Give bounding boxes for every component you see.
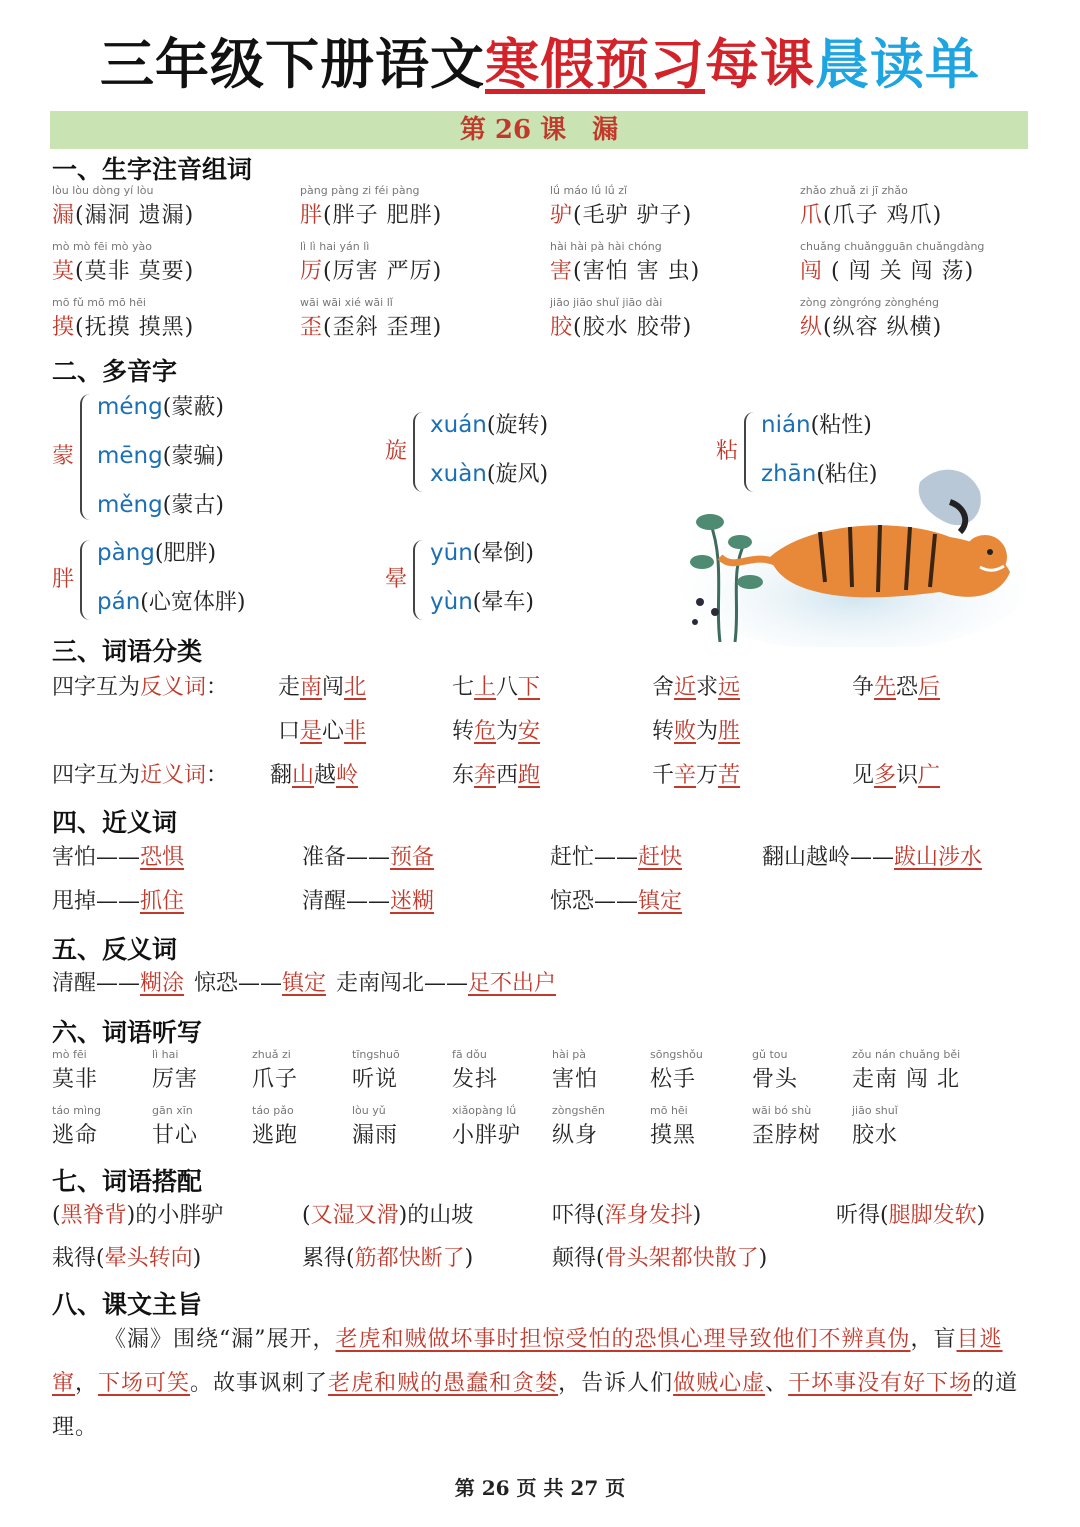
reading-pinyin: měng — [97, 492, 163, 518]
collocation-prefix: ( — [52, 1203, 61, 1228]
pinyin-line: mò mò fēi mò yào — [52, 240, 152, 253]
pinyin-line: lòu lòu dòng yí lòu — [52, 184, 154, 197]
brace-bracket — [413, 540, 425, 620]
idiom-char: 西 — [496, 763, 519, 788]
pinyin-line: lòu yǔ — [352, 1104, 386, 1117]
word: 赶忙 — [550, 845, 595, 870]
polyphone-reading — [430, 536, 534, 567]
collocation-suffix: ) — [464, 1246, 474, 1271]
pinyin-line: zhuǎ zi — [252, 1048, 291, 1061]
collocation-prefix: 听得( — [836, 1203, 889, 1228]
section-heading-8: 八、课文主旨 — [52, 1290, 203, 1319]
char-word-group: (厉害 严厉) — [323, 259, 443, 284]
brace-bracket — [80, 394, 92, 520]
char-word-group: (胶水 胶带) — [573, 315, 693, 340]
target-char: 驴 — [550, 203, 574, 228]
pinyin-line: zhǎo zhuǎ zi jī zhǎo — [800, 184, 908, 197]
collocation — [552, 1198, 701, 1229]
reading-pinyin: yūn — [430, 540, 473, 566]
dictation-item — [650, 1104, 696, 1149]
dash-separator: —— — [96, 971, 141, 996]
collocation-prefix: 吓得( — [552, 1203, 605, 1228]
tiger-illustration — [680, 462, 1025, 647]
target-char: 胶 — [550, 315, 574, 340]
idiom-char: 广 — [918, 763, 941, 788]
dictation-item — [752, 1104, 821, 1149]
reading-word: (旋转) — [486, 413, 549, 438]
dictation-item — [152, 1048, 198, 1093]
dictation-word: 小胖驴 — [452, 1123, 522, 1148]
idiom-char: 恐 — [896, 675, 919, 700]
char-words — [52, 310, 194, 341]
word: 惊恐 — [550, 889, 595, 914]
pinyin-line: wāi wāi xié wāi lǐ — [300, 296, 393, 309]
idiom-char: 心 — [322, 719, 345, 744]
section-heading-3: 三、词语分类 — [52, 637, 203, 666]
word: 翻山越岭 — [762, 845, 851, 870]
char-entry — [550, 296, 692, 341]
dash-separator: —— — [346, 845, 391, 870]
idiom-char: 苦 — [718, 763, 741, 788]
dictation-item — [452, 1048, 498, 1093]
target-char: 厉 — [300, 259, 324, 284]
collocation-answer: 浑身发抖 — [604, 1203, 693, 1228]
section-heading-7: 七、词语搭配 — [52, 1167, 203, 1196]
reading-word: (蒙古) — [162, 493, 224, 518]
idiom-char: 安 — [518, 719, 541, 744]
page-footer: 第 26 页 共 27 页 — [454, 1476, 626, 1500]
pinyin-line: hài hài pà hài chóng — [550, 240, 662, 253]
antonym-pair — [336, 966, 556, 997]
pinyin-line: xiǎopàng lǘ — [452, 1104, 517, 1117]
collocation-suffix: )的山坡 — [398, 1203, 474, 1228]
dictation-word: 害怕 — [552, 1067, 599, 1092]
pinyin-line: gǔ tou — [752, 1048, 788, 1061]
reading-pinyin: mēng — [97, 443, 163, 469]
idiom — [652, 714, 740, 745]
collocation — [52, 1198, 223, 1229]
char-words — [550, 254, 700, 285]
dictation-word: 厉害 — [152, 1067, 199, 1092]
target-char: 爪 — [800, 203, 824, 228]
pinyin-line: sōngshǒu — [650, 1048, 703, 1061]
dictation-item — [650, 1048, 703, 1093]
target-char: 摸 — [52, 315, 76, 340]
reading-word: (晕倒) — [472, 541, 534, 566]
dictation-item — [552, 1048, 598, 1093]
idiom-char: 万 — [696, 763, 719, 788]
char-word-group: (抚摸 摸黑) — [75, 315, 195, 340]
brace-bracket — [80, 540, 92, 620]
synonym-idiom-label: 四字互为近义词： — [52, 763, 229, 788]
idiom-char: 闯 — [322, 675, 345, 700]
idiom-char: 走 — [278, 675, 301, 700]
collocation-answer: 骨头架都快散了 — [604, 1246, 759, 1271]
dictation-item — [752, 1048, 798, 1093]
dictation-item — [452, 1104, 521, 1149]
dash-separator: —— — [850, 845, 895, 870]
dictation-word: 甘心 — [152, 1123, 199, 1148]
char-words — [300, 310, 442, 341]
pinyin-line: zǒu nán chuǎng běi — [852, 1048, 961, 1061]
idiom-char: 翻 — [270, 763, 293, 788]
idiom-char: 为 — [696, 719, 719, 744]
idiom — [452, 670, 540, 701]
collocation-answer: 又湿又滑 — [310, 1203, 399, 1228]
idiom-char: 八 — [496, 675, 519, 700]
idiom — [652, 758, 740, 789]
char-word-group: (漏洞 遗漏) — [75, 203, 195, 228]
idiom-char: 北 — [344, 675, 367, 700]
pinyin-line: zòng zòngróng zònghéng — [800, 296, 940, 309]
dash-separator: —— — [96, 889, 141, 914]
reading-pinyin: xuán — [430, 412, 487, 438]
idiom-char: 多 — [874, 763, 897, 788]
section-heading-6: 六、词语听写 — [52, 1018, 203, 1047]
char-entry — [800, 240, 984, 285]
reading-pinyin: pàng — [97, 540, 155, 566]
dictation-word: 歪脖树 — [752, 1123, 822, 1148]
pinyin-line: mō hēi — [650, 1104, 688, 1117]
idiom-char: 下 — [518, 675, 541, 700]
dictation-item — [52, 1104, 101, 1149]
polyphone-reading — [97, 488, 224, 519]
collocation-prefix: ( — [302, 1203, 311, 1228]
answer-word: 预备 — [390, 845, 435, 870]
polyphone-reading — [430, 457, 548, 488]
dictation-word: 摸黑 — [650, 1123, 697, 1148]
dictation-item — [252, 1104, 298, 1149]
target-char: 害 — [550, 259, 574, 284]
idiom — [652, 670, 740, 701]
dictation-word: 逃跑 — [252, 1123, 299, 1148]
pinyin-line: gān xīn — [152, 1104, 193, 1117]
char-entry — [300, 184, 442, 229]
polyphone-reading — [97, 390, 224, 421]
antonym-idiom-label: 四字互为反义词： — [52, 675, 229, 700]
idiom-char: 转 — [652, 719, 675, 744]
dash-separator: —— — [594, 889, 639, 914]
polyphone-char: 胖 — [52, 567, 75, 592]
pinyin-line: táo pǎo — [252, 1104, 294, 1117]
polyphone-char: 旋 — [385, 439, 408, 464]
char-word-group: (爪子 鸡爪) — [823, 203, 943, 228]
collocation-prefix: 累得( — [302, 1246, 355, 1271]
dash-separator: —— — [424, 971, 469, 996]
idiom — [852, 758, 940, 789]
idiom-char: 七 — [452, 675, 475, 700]
dictation-item — [552, 1104, 605, 1149]
pinyin-line: lì hai — [152, 1048, 179, 1061]
dictation-word: 逃命 — [52, 1123, 99, 1148]
answer-word: 迷糊 — [390, 889, 435, 914]
collocation-prefix: 颠得( — [552, 1246, 605, 1271]
char-words — [52, 254, 194, 285]
idiom-char: 远 — [718, 675, 741, 700]
reading-word: (晕车) — [472, 590, 534, 615]
collocation-prefix: 栽得( — [52, 1246, 105, 1271]
target-char: 歪 — [300, 315, 324, 340]
dictation-word: 松手 — [650, 1067, 697, 1092]
reading-word: (心宽体胖) — [140, 590, 246, 615]
dictation-word: 骨头 — [752, 1067, 799, 1092]
idiom — [452, 714, 540, 745]
dictation-item — [352, 1048, 400, 1093]
idiom-char: 识 — [896, 763, 919, 788]
synonym-pair — [52, 884, 184, 915]
char-words — [300, 198, 442, 229]
polyphone-char: 蒙 — [52, 444, 75, 469]
char-word-group: ( 闯 关 闯 荡) — [823, 259, 975, 284]
idiom — [278, 714, 366, 745]
lesson-banner: 第 26 课 漏 — [50, 111, 1028, 149]
lesson-summary: 《漏》围绕“漏”展开，老虎和贼做坏事时担惊受怕的恐惧心理导致他们不辨真伪，盲目逃窜，下场可笑。故事讽刺了老虎和贼的愚蠢和贪婪，告诉人们做贼心虚、干坏事没有好下场的道理。 — [52, 1327, 1019, 1440]
char-words — [52, 198, 194, 229]
idiom-char: 败 — [674, 719, 697, 744]
word: 走南闯北 — [336, 971, 425, 996]
reading-pinyin: zhān — [761, 461, 817, 487]
word: 惊恐 — [194, 971, 239, 996]
pinyin-line: pàng pàng zi féi pàng — [300, 184, 420, 197]
word: 害怕 — [52, 845, 97, 870]
idiom-char: 近 — [674, 675, 697, 700]
char-entry — [800, 296, 942, 341]
char-words — [800, 198, 942, 229]
collocation-suffix: ) — [758, 1246, 768, 1271]
pinyin-line: hài pà — [552, 1048, 586, 1061]
polyphone-reading — [430, 408, 548, 439]
answer-word: 抓住 — [140, 889, 185, 914]
reading-pinyin: pán — [97, 589, 141, 615]
polyphone-char: 晕 — [385, 567, 408, 592]
char-entry — [52, 184, 194, 229]
dictation-item — [252, 1048, 298, 1093]
reading-word: (旋风) — [486, 462, 549, 487]
idiom — [852, 670, 940, 701]
brace-bracket — [413, 412, 425, 492]
dash-separator: —— — [594, 845, 639, 870]
antonym-pair — [52, 966, 184, 997]
idiom-char: 东 — [452, 763, 475, 788]
target-char: 闯 — [800, 259, 824, 284]
idiom-char: 越 — [314, 763, 337, 788]
collocation-answer: 筋都快断了 — [354, 1246, 465, 1271]
idiom-char: 南 — [300, 675, 323, 700]
char-word-group: (纵容 纵横) — [823, 315, 943, 340]
pinyin-line: jiāo jiāo shuǐ jiāo dài — [550, 296, 663, 309]
idiom-char: 岭 — [336, 763, 359, 788]
collocation-answer: 晕头转向 — [104, 1246, 193, 1271]
collocation — [302, 1198, 473, 1229]
dictation-word: 莫非 — [52, 1067, 99, 1092]
section-heading-2: 二、多音字 — [52, 357, 178, 386]
idiom — [270, 758, 358, 789]
polyphone-reading — [97, 536, 216, 567]
synonym-pair — [550, 884, 682, 915]
dictation-word: 发抖 — [452, 1067, 499, 1092]
word: 准备 — [302, 845, 347, 870]
reading-pinyin: yùn — [430, 589, 473, 615]
idiom — [452, 758, 540, 789]
polyphone-reading — [430, 585, 534, 616]
idiom — [278, 670, 366, 701]
word: 甩掉 — [52, 889, 97, 914]
char-words — [800, 254, 984, 285]
collocation — [836, 1198, 985, 1229]
char-word-group: (毛驴 驴子) — [573, 203, 693, 228]
dictation-word: 胶水 — [852, 1123, 899, 1148]
synonym-pair — [302, 884, 434, 915]
section-heading-4: 四、近义词 — [52, 808, 178, 837]
reading-word: (粘性) — [810, 413, 872, 438]
pinyin-line: chuǎng chuǎngguān chuǎngdàng — [800, 240, 985, 253]
dictation-word: 爪子 — [252, 1067, 299, 1092]
pinyin-line: wāi bó shù — [752, 1104, 812, 1117]
reading-pinyin: nián — [761, 412, 811, 438]
reading-word: (粘住) — [816, 462, 878, 487]
idiom-char: 奔 — [474, 763, 497, 788]
dictation-item — [852, 1048, 960, 1093]
pinyin-line: táo mìng — [52, 1104, 102, 1117]
char-word-group: (胖子 肥胖) — [323, 203, 443, 228]
char-words — [550, 310, 692, 341]
dash-separator: —— — [346, 889, 391, 914]
word: 清醒 — [52, 971, 97, 996]
antonym-pair — [194, 966, 326, 997]
collocation — [552, 1241, 767, 1272]
idiom-char: 是 — [300, 719, 323, 744]
answer-word: 足不出户 — [468, 971, 557, 996]
answer-word: 赶快 — [638, 845, 683, 870]
collocation — [302, 1241, 473, 1272]
idiom-char: 后 — [918, 675, 941, 700]
dictation-word: 漏雨 — [352, 1123, 399, 1148]
idiom-char: 千 — [652, 763, 675, 788]
synonym-pair — [550, 840, 682, 871]
target-char: 莫 — [52, 259, 76, 284]
char-entry — [300, 296, 442, 341]
dictation-word: 听说 — [352, 1067, 399, 1092]
idiom-char: 舍 — [652, 675, 675, 700]
collocation-suffix: ) — [192, 1246, 202, 1271]
char-word-group: (害怕 害 虫) — [573, 259, 701, 284]
dictation-item — [152, 1104, 198, 1149]
pinyin-line: zòngshēn — [552, 1104, 605, 1117]
idiom-char: 山 — [292, 763, 315, 788]
idiom-char: 辛 — [674, 763, 697, 788]
idiom-char: 上 — [474, 675, 497, 700]
idiom-char: 先 — [874, 675, 897, 700]
idiom-char: 非 — [344, 719, 367, 744]
page-title: 三年级下册语文寒假预习每课晨读单 — [100, 33, 980, 96]
pinyin-line: jiāo shuǐ — [852, 1104, 898, 1117]
section-heading-5: 五、反义词 — [52, 935, 178, 964]
idiom-char: 危 — [474, 719, 497, 744]
synonym-pair — [52, 840, 184, 871]
idiom-char: 见 — [852, 763, 875, 788]
char-words — [300, 254, 442, 285]
char-words — [800, 310, 942, 341]
reading-word: (蒙骗) — [162, 444, 224, 469]
reading-pinyin: méng — [97, 394, 163, 420]
idiom-char: 转 — [452, 719, 475, 744]
pinyin-line: lì lì hai yán lì — [300, 240, 370, 253]
answer-word: 镇定 — [282, 971, 327, 996]
char-entry — [52, 296, 194, 341]
idiom-char: 跑 — [518, 763, 541, 788]
polyphone-reading — [97, 585, 245, 616]
pinyin-line: mò fēi — [52, 1048, 87, 1061]
synonym-pair — [302, 840, 434, 871]
polyphone-reading — [97, 439, 224, 470]
synonym-pair — [762, 840, 982, 871]
dictation-item — [352, 1104, 398, 1149]
idiom-char: 口 — [278, 719, 301, 744]
char-entry — [550, 184, 692, 229]
reading-pinyin: xuàn — [430, 461, 487, 487]
collocation-answer: 黑脊背 — [60, 1203, 127, 1228]
dash-separator: —— — [96, 845, 141, 870]
collocation-suffix: ) — [976, 1203, 986, 1228]
char-word-group: (莫非 莫要) — [75, 259, 195, 284]
target-char: 纵 — [800, 315, 824, 340]
answer-word: 跋山涉水 — [894, 845, 983, 870]
answer-word: 镇定 — [638, 889, 683, 914]
dictation-item — [852, 1104, 898, 1149]
idiom-char: 争 — [852, 675, 875, 700]
target-char: 漏 — [52, 203, 76, 228]
pinyin-line: lǘ máo lǘ lǘ zǐ — [550, 184, 628, 197]
dash-separator: —— — [238, 971, 283, 996]
char-words — [550, 198, 692, 229]
collocation — [52, 1241, 201, 1272]
reading-word: (肥胖) — [154, 541, 217, 566]
idiom-char: 胜 — [718, 719, 741, 744]
word: 清醒 — [302, 889, 347, 914]
dictation-item — [52, 1048, 98, 1093]
pinyin-line: fā dǒu — [452, 1048, 487, 1061]
reading-word: (蒙蔽) — [162, 395, 224, 420]
char-entry — [52, 240, 194, 285]
collocation-answer: 腿脚发软 — [888, 1203, 977, 1228]
collocation-suffix: )的小胖驴 — [126, 1203, 224, 1228]
section-heading-1: 一、生字注音组词 — [52, 155, 253, 184]
char-entry — [550, 240, 700, 285]
dictation-word: 纵身 — [552, 1123, 599, 1148]
collocation-suffix: ) — [692, 1203, 702, 1228]
answer-word: 恐惧 — [140, 845, 185, 870]
pinyin-line: tīngshuō — [352, 1048, 400, 1061]
char-word-group: (歪斜 歪理) — [323, 315, 443, 340]
polyphone-char: 粘 — [716, 439, 739, 464]
idiom-char: 求 — [696, 675, 719, 700]
target-char: 胖 — [300, 203, 324, 228]
char-entry — [300, 240, 442, 285]
pinyin-line: mō fǔ mō mō hēi — [52, 296, 146, 309]
polyphone-reading — [761, 408, 872, 439]
char-entry — [800, 184, 942, 229]
answer-word: 糊涂 — [140, 971, 185, 996]
dictation-word: 走南 闯 北 — [852, 1067, 960, 1092]
idiom-char: 为 — [496, 719, 519, 744]
